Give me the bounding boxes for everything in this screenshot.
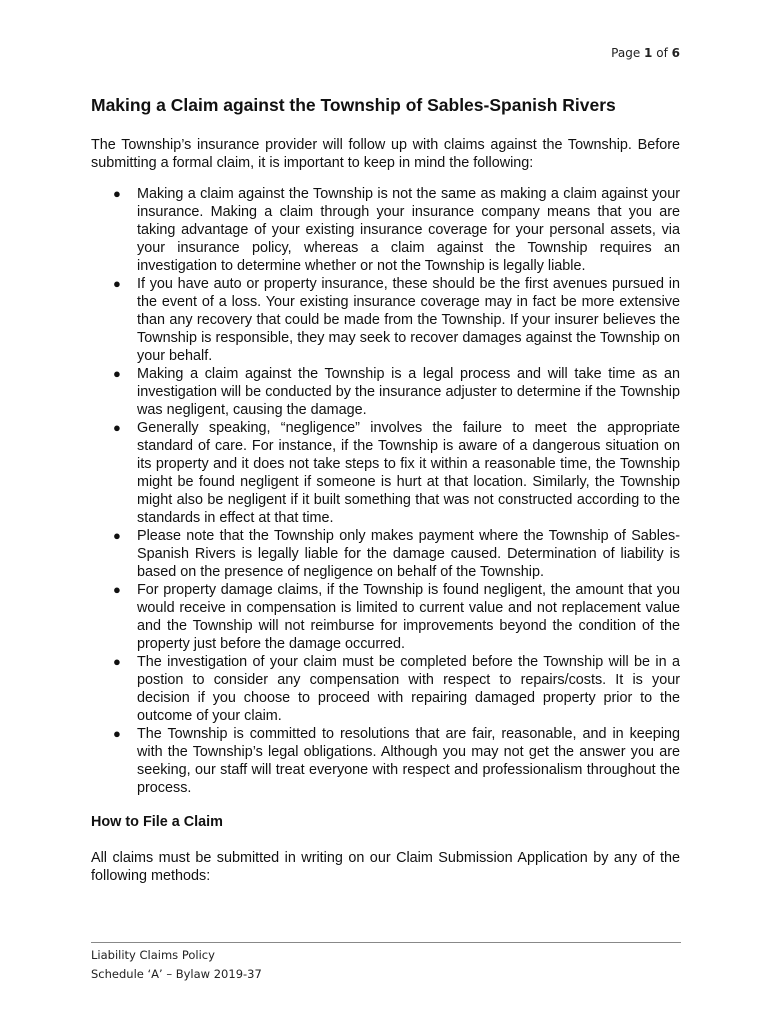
- list-item-text: Making a claim against the Township is a legal process and will take time as an investigation will be conducted by the insurance adjuster to determine if the Township was negligent, causing the damage.: [137, 366, 680, 418]
- list-item: [91, 725, 680, 797]
- footer-schedule: Schedule ‘A’ – Bylaw 2019-37: [91, 967, 262, 981]
- list-item-text: The Township is committed to resolutions that are fair, reasonable, and in keeping with the Township’s legal obligations. Although you may not get the answer you are seeking, our staff will treat everyone with respect and professionalism throughout the process.: [137, 726, 680, 796]
- bullet-icon: ●: [113, 726, 121, 741]
- intro-paragraph: The Township’s insurance provider will follow up with claims against the Township. Before submitting a formal claim, it is important to keep in mind the following:: [91, 137, 680, 171]
- list-item-text: If you have auto or property insurance, these should be the first avenues pursued in the event of a loss. Your existing insurance coverage may in fact be more extensive than any recovery that could be made from the Township. If your insurer believes the Township is responsible, they may seek to recover damages against the Township on your behalf.: [137, 276, 680, 364]
- list-item: [91, 653, 680, 725]
- page-footer: [91, 942, 681, 984]
- page-number: [611, 46, 680, 60]
- bullet-icon: ●: [113, 366, 121, 381]
- document-body: [91, 94, 680, 885]
- page-current: 1: [644, 46, 653, 60]
- document-title: Making a Claim against the Township of Sables-Spanish Rivers: [91, 95, 616, 115]
- bullet-icon: ●: [113, 276, 121, 291]
- page-prefix: Page: [611, 46, 641, 60]
- list-item-text: The investigation of your claim must be completed before the Township will be in a postion to consider any compensation with respect to repairs/costs. It is your decision if you choose to proceed with repairing damaged property prior to the outcome of your claim.: [137, 654, 680, 724]
- bullet-icon: ●: [113, 420, 121, 435]
- list-item-text: For property damage claims, if the Township is found negligent, the amount that you would receive in compensation is limited to current value and not replacement value and the Township will not reimburse for improvements beyond the condition of the property just before the damage occurred.: [137, 582, 680, 652]
- considerations-list: [91, 185, 680, 797]
- list-item-text: Generally speaking, “negligence” involves the failure to meet the appropriate standard of care. For instance, if the Township is aware of a dangerous situation on its property and it does not take steps to fix it within a reasonable time, the Township might be found negligent if someone is hurt at that location. Similarly, the Township might also be negligent if it built something that was not constructed according to the standards in effect at that time.: [137, 420, 680, 526]
- list-item: [91, 365, 680, 419]
- list-item: [91, 275, 680, 365]
- section-paragraph: All claims must be submitted in writing on our Claim Submission Application by any of the following methods:: [91, 850, 680, 884]
- page-of: of: [656, 46, 668, 60]
- bullet-icon: ●: [113, 582, 121, 597]
- footer-policy-name: Liability Claims Policy: [91, 948, 215, 962]
- list-item-text: Please note that the Township only makes payment where the Township of Sables-Spanish Rivers is legally liable for the damage caused. Determination of liability is based on the presence of negligence on behalf of the Township.: [137, 528, 680, 580]
- section-heading: How to File a Claim: [91, 814, 223, 830]
- bullet-icon: ●: [113, 528, 121, 543]
- list-item: [91, 419, 680, 527]
- list-item: [91, 185, 680, 275]
- list-item: [91, 581, 680, 653]
- list-item: [91, 527, 680, 581]
- bullet-icon: ●: [113, 186, 121, 201]
- list-item-text: Making a claim against the Township is not the same as making a claim against your insurance. Making a claim through your insurance company means that you are taking advantage of your existing insurance coverage for your personal assets, via your insurance policy, whereas a claim against the Township requires an investigation to determine whether or not the Township is legally liable.: [137, 186, 680, 274]
- bullet-icon: ●: [113, 654, 121, 669]
- page-total: 6: [671, 46, 680, 60]
